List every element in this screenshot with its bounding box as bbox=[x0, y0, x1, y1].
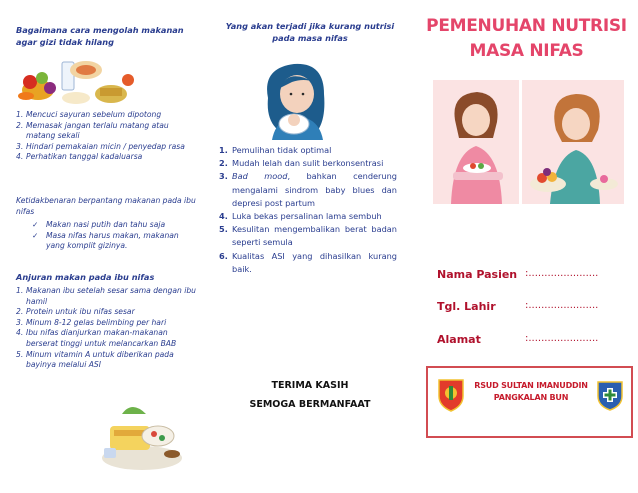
list-item: 1. Makanan ibu setelah sesar sama dengan ibu hamil bbox=[16, 286, 196, 306]
thanks-line: TERIMA KASIH bbox=[271, 380, 349, 391]
list-item: 2. Memasak jangan terlalu matang atau matang sekali bbox=[16, 120, 169, 141]
list-item: 2. Protein untuk ibu nifas sesar bbox=[16, 307, 135, 317]
list-item: 4. Luka bekas persalinan lama sembuh bbox=[219, 211, 382, 222]
list-item: 2. Mudah lelah dan sulit berkonsentrasi bbox=[219, 158, 384, 169]
panel-middle bbox=[205, 0, 415, 493]
thank-you-note bbox=[217, 376, 403, 414]
meal-plate-image bbox=[92, 396, 188, 476]
title-line: MASA NIFAS bbox=[469, 41, 584, 61]
field-value: :...................... bbox=[525, 268, 599, 279]
list-item: 4. Perhatikan tanggal kadaluarsa bbox=[16, 152, 143, 162]
hospital-box bbox=[426, 366, 633, 438]
panel-left bbox=[0, 0, 205, 493]
cooking-tips-list bbox=[16, 110, 196, 163]
checkmark-icon: ✓ bbox=[32, 230, 39, 240]
wrong-belief-heading: Ketidakbenaran berpantang makanan pada ibu nifas bbox=[16, 196, 196, 216]
checkmark-icon: ✓ bbox=[32, 220, 39, 229]
hospital-name-line: RSUD SULTAN IMANUDDIN bbox=[474, 381, 588, 390]
panel-cover bbox=[415, 0, 638, 493]
field-value: :...................... bbox=[525, 333, 599, 344]
mother-holding-baby-image bbox=[254, 58, 340, 140]
hospital-name-line: PANGKALAN BUN bbox=[493, 393, 569, 402]
deficiency-title: Yang akan terjadi jika kurang nutrisi pada masa nifas bbox=[225, 21, 395, 43]
belief-check-list bbox=[32, 220, 197, 252]
list-item: 6. Kualitas ASI yang dihasilkan kurang baik. bbox=[219, 250, 397, 274]
cooking-title: Bagaimana cara mengolah makanan agar gizi tidak hilang bbox=[16, 25, 184, 47]
thanks-line: SEMOGA BERMANFAAT bbox=[249, 399, 371, 410]
address-field bbox=[437, 333, 632, 349]
mother-with-fruit-image bbox=[522, 80, 624, 204]
list-item: 3. Minum 8-12 gelas belimbing per hari bbox=[16, 317, 167, 327]
hospital-name bbox=[472, 380, 590, 404]
list-item: ✓ Makan nasi putih dan tahu saja bbox=[32, 220, 166, 229]
list-item: 5. Minum vitamin A untuk diberikan pada bayinya melalui ASI bbox=[16, 349, 174, 370]
hospital-emblem-icon bbox=[595, 380, 625, 412]
mother-eating-image bbox=[433, 80, 519, 204]
field-label: Tgl. Lahir bbox=[437, 300, 496, 313]
birth-date-field bbox=[437, 300, 632, 316]
field-value: :...................... bbox=[525, 300, 599, 311]
list-item: 4. Ibu nifas dianjurkan makan-makanan berserat tinggi untuk melancarkan BAB bbox=[16, 328, 177, 348]
regency-emblem-icon bbox=[436, 378, 466, 412]
field-label: Nama Pasien bbox=[437, 268, 518, 281]
advice-heading: Anjuran makan pada ibu nifas bbox=[16, 272, 155, 282]
list-item: 3. Bad mood, bahkan cenderung mengalami sindrom baby blues dan depresi post partum bbox=[219, 171, 397, 208]
list-item: 1. Pemulihan tidak optimal bbox=[219, 145, 332, 155]
food-assortment-image bbox=[16, 52, 141, 108]
list-item: 3. Hindari pemakaian micin / penyedap rasa bbox=[16, 141, 185, 151]
brochure-title bbox=[415, 14, 638, 64]
advice-list bbox=[16, 286, 201, 371]
list-item: 1. Mencuci sayuran sebelum dipotong bbox=[16, 110, 162, 119]
list-item: 5. Kesulitan mengembalikan berat badan seperti semula bbox=[219, 224, 397, 248]
field-label: Alamat bbox=[437, 333, 481, 346]
deficiency-effects-list bbox=[219, 144, 397, 276]
title-line: PEMENUHAN NUTRISI bbox=[426, 16, 627, 36]
list-item: ✓ Masa nifas harus makan, makanan yang komplit gizinya. bbox=[32, 230, 179, 251]
patient-name-field bbox=[437, 268, 632, 284]
